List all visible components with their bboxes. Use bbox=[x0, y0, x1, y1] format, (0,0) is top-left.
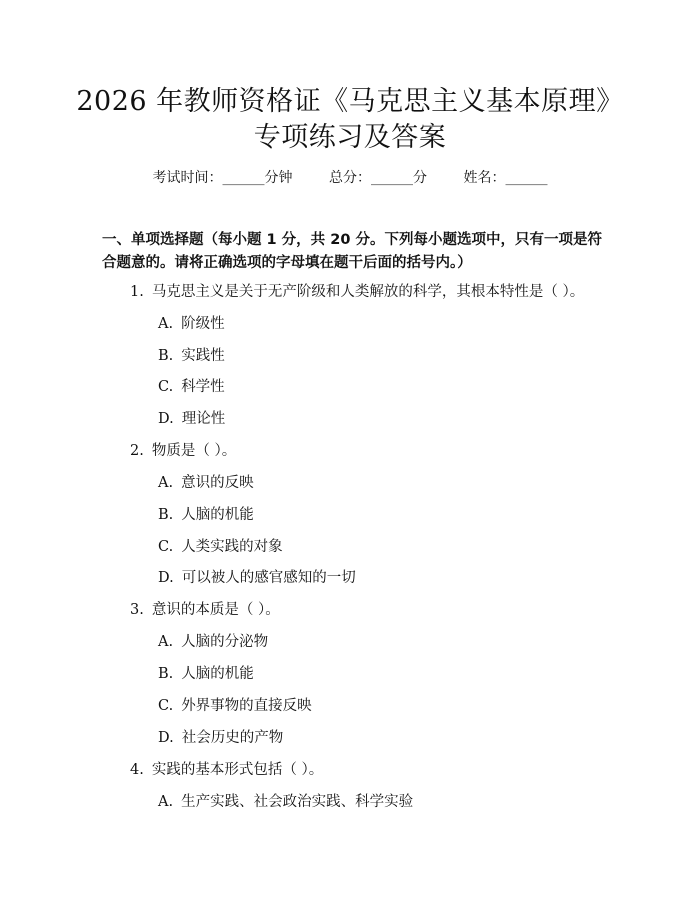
exam-meta bbox=[0, 168, 700, 188]
option-text: 人脑的机能 bbox=[181, 507, 254, 523]
option-text: 人类实践的对象 bbox=[181, 539, 283, 555]
option-text: 实践性 bbox=[181, 348, 225, 364]
option-3-d bbox=[158, 728, 283, 748]
option-text: 人脑的分泌物 bbox=[181, 634, 269, 650]
question-4 bbox=[130, 760, 323, 780]
question-text: 马克思主义是关于无产阶级和人类解放的科学，其根本特性是（ ）。 bbox=[151, 284, 585, 300]
question-1 bbox=[130, 282, 584, 302]
question-number: 1. bbox=[130, 284, 144, 300]
option-letter: A. bbox=[158, 634, 174, 650]
option-1-d bbox=[158, 409, 225, 429]
option-letter: C. bbox=[158, 379, 174, 395]
option-letter: D. bbox=[158, 570, 174, 586]
option-3-b bbox=[158, 664, 254, 684]
option-letter: B. bbox=[158, 348, 174, 364]
exam-time-field: 考试时间：______分钟 bbox=[152, 170, 293, 186]
option-letter: D. bbox=[158, 730, 174, 746]
question-3 bbox=[130, 600, 280, 620]
question-text: 实践的基本形式包括（ ）。 bbox=[151, 762, 324, 778]
option-1-a bbox=[158, 314, 225, 334]
option-2-c bbox=[158, 537, 283, 557]
question-number: 2. bbox=[130, 443, 144, 459]
option-2-d bbox=[158, 568, 356, 588]
option-1-c bbox=[158, 377, 225, 397]
option-letter: A. bbox=[158, 794, 174, 810]
option-letter: C. bbox=[158, 698, 174, 714]
option-text: 阶级性 bbox=[181, 316, 225, 332]
option-letter: B. bbox=[158, 507, 174, 523]
option-text: 科学性 bbox=[181, 379, 225, 395]
question-2 bbox=[130, 441, 236, 461]
option-letter: B. bbox=[158, 666, 174, 682]
option-1-b bbox=[158, 346, 225, 366]
option-letter: A. bbox=[158, 316, 174, 332]
option-3-a bbox=[158, 632, 268, 652]
option-2-b bbox=[158, 505, 254, 525]
question-text: 意识的本质是（ ）。 bbox=[151, 602, 280, 618]
option-text: 社会历史的产物 bbox=[181, 730, 284, 746]
exam-name-field: 姓名：______ bbox=[463, 170, 548, 186]
option-text: 人脑的机能 bbox=[181, 666, 254, 682]
option-3-c bbox=[158, 696, 312, 716]
document-title-line-1: 2026 年教师资格证《马克思主义基本原理》 bbox=[76, 86, 624, 117]
option-letter: D. bbox=[158, 411, 174, 427]
option-letter: A. bbox=[158, 475, 174, 491]
option-text: 生产实践、社会政治实践、科学实验 bbox=[181, 794, 414, 810]
section-heading: 一、单项选择题（每小题 1 分，共 20 分。下列每小题选项中，只有一项是符合题意的。请将正确选项的字母填在题干后面的括号内。） bbox=[102, 232, 602, 271]
option-text: 可以被人的感官感知的一切 bbox=[181, 570, 356, 586]
option-text: 意识的反映 bbox=[181, 475, 254, 491]
option-text: 理论性 bbox=[181, 411, 226, 427]
question-number: 3. bbox=[130, 602, 144, 618]
option-letter: C. bbox=[158, 539, 174, 555]
question-text: 物质是（ ）。 bbox=[151, 443, 237, 459]
exam-score-field: 总分：______分 bbox=[329, 170, 427, 186]
question-number: 4. bbox=[130, 762, 144, 778]
option-4-a bbox=[158, 792, 413, 812]
option-text: 外界事物的直接反映 bbox=[181, 698, 312, 714]
option-2-a bbox=[158, 473, 254, 493]
document-title-line-2: 专项练习及答案 bbox=[253, 122, 447, 153]
